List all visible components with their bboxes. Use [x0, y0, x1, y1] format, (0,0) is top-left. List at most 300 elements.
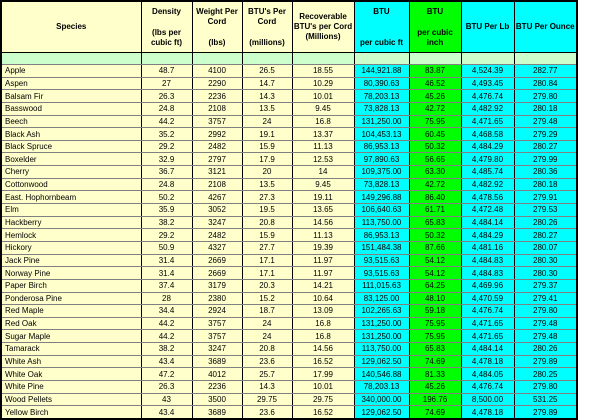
value-cell[interactable]: 106,640.63: [354, 204, 409, 217]
value-cell[interactable]: 75.95: [409, 115, 461, 128]
value-cell[interactable]: 3689: [192, 355, 242, 368]
species-cell[interactable]: Apple: [1, 65, 141, 78]
value-cell[interactable]: 44.2: [141, 330, 192, 343]
value-cell[interactable]: 531.25: [514, 393, 577, 406]
value-cell[interactable]: 47.2: [141, 368, 192, 381]
value-cell[interactable]: 4,471.65: [461, 115, 514, 128]
value-cell[interactable]: 131,250.00: [354, 317, 409, 330]
species-cell[interactable]: Cottonwood: [1, 178, 141, 191]
value-cell[interactable]: 29.75: [242, 393, 292, 406]
value-cell[interactable]: 26.5: [242, 65, 292, 78]
value-cell[interactable]: 2236: [192, 90, 242, 103]
value-cell[interactable]: 86.40: [409, 191, 461, 204]
column-header-btu-per-cubic-ft[interactable]: [354, 1, 409, 53]
value-cell[interactable]: 74.69: [409, 406, 461, 419]
species-cell[interactable]: Balsam Fir: [1, 90, 141, 103]
spacer-cell[interactable]: [192, 53, 242, 65]
value-cell[interactable]: 86,953.13: [354, 140, 409, 153]
value-cell[interactable]: 20.3: [242, 279, 292, 292]
value-cell[interactable]: 280.27: [514, 229, 577, 242]
species-cell[interactable]: Red Oak: [1, 317, 141, 330]
value-cell[interactable]: 45.26: [409, 381, 461, 394]
value-cell[interactable]: 4,469.96: [461, 279, 514, 292]
value-cell[interactable]: 81.33: [409, 368, 461, 381]
species-cell[interactable]: Aspen: [1, 77, 141, 90]
value-cell[interactable]: 279.48: [514, 317, 577, 330]
value-cell[interactable]: 4,482.92: [461, 178, 514, 191]
value-cell[interactable]: 3757: [192, 330, 242, 343]
table-row: [1, 292, 577, 305]
value-cell[interactable]: 4,481.16: [461, 241, 514, 254]
value-cell[interactable]: 80,390.63: [354, 77, 409, 90]
value-cell[interactable]: 4,470.59: [461, 292, 514, 305]
value-cell[interactable]: 4,468.58: [461, 128, 514, 141]
value-cell[interactable]: 279.80: [514, 381, 577, 394]
value-cell[interactable]: 14.56: [292, 216, 354, 229]
spacer-row: [1, 53, 577, 65]
species-cell[interactable]: East. Hophornbeam: [1, 191, 141, 204]
value-cell[interactable]: 13.5: [242, 178, 292, 191]
value-cell[interactable]: 56.65: [409, 153, 461, 166]
value-cell[interactable]: 38.2: [141, 216, 192, 229]
species-cell[interactable]: Beech: [1, 115, 141, 128]
value-cell[interactable]: 113,750.00: [354, 343, 409, 356]
column-header-density[interactable]: [141, 1, 192, 53]
value-cell[interactable]: 34.4: [141, 305, 192, 318]
value-cell[interactable]: 86,953.13: [354, 229, 409, 242]
value-cell[interactable]: 20.8: [242, 216, 292, 229]
value-cell[interactable]: 4,478.18: [461, 406, 514, 419]
value-cell[interactable]: 14.7: [242, 77, 292, 90]
value-cell[interactable]: 279.89: [514, 355, 577, 368]
value-cell[interactable]: 149,296.88: [354, 191, 409, 204]
value-cell[interactable]: 78,203.13: [354, 381, 409, 394]
species-cell[interactable]: Ponderosa Pine: [1, 292, 141, 305]
value-cell[interactable]: 17.99: [292, 368, 354, 381]
value-cell[interactable]: 26.3: [141, 381, 192, 394]
species-cell[interactable]: Black Spruce: [1, 140, 141, 153]
value-cell[interactable]: 104,453.13: [354, 128, 409, 141]
value-cell[interactable]: 2797: [192, 153, 242, 166]
table-row: [1, 128, 577, 141]
value-cell[interactable]: 4,471.65: [461, 330, 514, 343]
value-cell[interactable]: 65.83: [409, 343, 461, 356]
value-cell[interactable]: 4,476.74: [461, 381, 514, 394]
value-cell[interactable]: 4,478.18: [461, 355, 514, 368]
value-cell[interactable]: 111,015.63: [354, 279, 409, 292]
value-cell[interactable]: 3052: [192, 204, 242, 217]
table-row: [1, 317, 577, 330]
value-cell[interactable]: 45.26: [409, 90, 461, 103]
species-cell[interactable]: Hemlock: [1, 229, 141, 242]
value-cell[interactable]: 83.87: [409, 65, 461, 78]
value-cell[interactable]: 151,484.38: [354, 241, 409, 254]
value-cell[interactable]: 9.45: [292, 178, 354, 191]
value-cell[interactable]: 42.72: [409, 102, 461, 115]
value-cell[interactable]: 109,375.00: [354, 166, 409, 179]
value-cell[interactable]: 12.53: [292, 153, 354, 166]
value-cell[interactable]: 29.2: [141, 229, 192, 242]
value-cell[interactable]: 23.6: [242, 355, 292, 368]
table-row: [1, 191, 577, 204]
species-cell[interactable]: White Pine: [1, 381, 141, 394]
header-sublabel: per cubic ft: [359, 38, 404, 47]
value-cell[interactable]: 31.4: [141, 267, 192, 280]
species-cell[interactable]: Paper Birch: [1, 279, 141, 292]
table-row: [1, 381, 577, 394]
value-cell[interactable]: 19.11: [292, 191, 354, 204]
value-cell[interactable]: 24: [242, 115, 292, 128]
value-cell[interactable]: 2482: [192, 229, 242, 242]
value-cell[interactable]: 11.13: [292, 229, 354, 242]
value-cell[interactable]: 44.2: [141, 115, 192, 128]
value-cell[interactable]: 280.18: [514, 178, 577, 191]
value-cell[interactable]: 280.84: [514, 77, 577, 90]
header-sublabel: (lbs per cubic ft): [150, 28, 183, 47]
header-sublabel: (millions): [249, 38, 285, 47]
species-cell[interactable]: Elm: [1, 204, 141, 217]
value-cell[interactable]: 279.80: [514, 90, 577, 103]
value-cell[interactable]: 4,479.80: [461, 153, 514, 166]
value-cell[interactable]: 13.09: [292, 305, 354, 318]
value-cell[interactable]: 10.01: [292, 381, 354, 394]
value-cell[interactable]: 48.7: [141, 65, 192, 78]
value-cell[interactable]: 78,203.13: [354, 90, 409, 103]
value-cell[interactable]: 16.52: [292, 355, 354, 368]
value-cell[interactable]: 50.9: [141, 241, 192, 254]
value-cell[interactable]: 19.39: [292, 241, 354, 254]
value-cell[interactable]: 61.71: [409, 204, 461, 217]
value-cell[interactable]: 20: [242, 166, 292, 179]
header-label: BTU's Per Cord: [248, 7, 286, 26]
value-cell[interactable]: 3121: [192, 166, 242, 179]
value-cell[interactable]: 19.5: [242, 204, 292, 217]
value-cell[interactable]: 282.77: [514, 65, 577, 78]
value-cell[interactable]: 4,484.83: [461, 267, 514, 280]
value-cell[interactable]: 131,250.00: [354, 330, 409, 343]
value-cell[interactable]: 64.25: [409, 279, 461, 292]
value-cell[interactable]: 29.2: [141, 140, 192, 153]
spacer-cell[interactable]: [292, 53, 354, 65]
value-cell[interactable]: 4,484.14: [461, 216, 514, 229]
column-header-btu-per-cubic-inch[interactable]: [409, 1, 461, 53]
value-cell[interactable]: 4,472.48: [461, 204, 514, 217]
species-cell[interactable]: Sugar Maple: [1, 330, 141, 343]
value-cell[interactable]: 23.6: [242, 406, 292, 419]
header-label: BTU Per Ounce: [515, 22, 575, 31]
header-label: BTU: [373, 7, 390, 16]
value-cell[interactable]: 14.56: [292, 343, 354, 356]
value-cell[interactable]: 73,828.13: [354, 178, 409, 191]
table-row: [1, 355, 577, 368]
species-cell[interactable]: Black Ash: [1, 128, 141, 141]
column-header-weight-per-cord[interactable]: [192, 1, 242, 53]
value-cell[interactable]: 54.12: [409, 254, 461, 267]
value-cell[interactable]: 25.7: [242, 368, 292, 381]
value-cell[interactable]: 2108: [192, 102, 242, 115]
value-cell[interactable]: 35.9: [141, 204, 192, 217]
value-cell[interactable]: 3247: [192, 343, 242, 356]
value-cell[interactable]: 3179: [192, 279, 242, 292]
value-cell[interactable]: 59.18: [409, 305, 461, 318]
value-cell[interactable]: 140,546.88: [354, 368, 409, 381]
value-cell[interactable]: 279.29: [514, 128, 577, 141]
value-cell[interactable]: 16.52: [292, 406, 354, 419]
value-cell[interactable]: 24.8: [141, 102, 192, 115]
value-cell[interactable]: 75.95: [409, 317, 461, 330]
value-cell[interactable]: 280.26: [514, 343, 577, 356]
value-cell[interactable]: 279.99: [514, 153, 577, 166]
value-cell[interactable]: 102,265.63: [354, 305, 409, 318]
value-cell[interactable]: 87.66: [409, 241, 461, 254]
value-cell[interactable]: 17.1: [242, 254, 292, 267]
value-cell[interactable]: 27: [141, 77, 192, 90]
value-cell[interactable]: 4,482.92: [461, 102, 514, 115]
value-cell[interactable]: 74.69: [409, 355, 461, 368]
value-cell[interactable]: 43.4: [141, 406, 192, 419]
value-cell[interactable]: 18.55: [292, 65, 354, 78]
value-cell[interactable]: 24: [242, 330, 292, 343]
table-row: [1, 115, 577, 128]
value-cell[interactable]: 2669: [192, 254, 242, 267]
value-cell[interactable]: 14.3: [242, 381, 292, 394]
value-cell[interactable]: 50.2: [141, 191, 192, 204]
species-cell[interactable]: Basswood: [1, 102, 141, 115]
value-cell[interactable]: 43.4: [141, 355, 192, 368]
column-header-btu-per-lb[interactable]: [461, 1, 514, 53]
species-cell[interactable]: Red Maple: [1, 305, 141, 318]
value-cell[interactable]: 20.8: [242, 343, 292, 356]
value-cell[interactable]: 280.30: [514, 254, 577, 267]
value-cell[interactable]: 11.13: [292, 140, 354, 153]
value-cell[interactable]: 4,476.74: [461, 305, 514, 318]
value-cell[interactable]: 10.01: [292, 90, 354, 103]
value-cell[interactable]: 35.2: [141, 128, 192, 141]
value-cell[interactable]: 11.97: [292, 267, 354, 280]
value-cell[interactable]: 29.75: [292, 393, 354, 406]
value-cell[interactable]: 4,484.83: [461, 254, 514, 267]
column-header-recoverable-btus[interactable]: [292, 1, 354, 53]
value-cell[interactable]: 83,125.00: [354, 292, 409, 305]
value-cell[interactable]: 3689: [192, 406, 242, 419]
species-cell[interactable]: Tamarack: [1, 343, 141, 356]
value-cell[interactable]: 4,476.74: [461, 90, 514, 103]
value-cell[interactable]: 196.76: [409, 393, 461, 406]
value-cell[interactable]: 113,750.00: [354, 216, 409, 229]
value-cell[interactable]: 28: [141, 292, 192, 305]
value-cell[interactable]: 16.8: [292, 115, 354, 128]
value-cell[interactable]: 44.2: [141, 317, 192, 330]
value-cell[interactable]: 4,524.39: [461, 65, 514, 78]
value-cell[interactable]: 3757: [192, 115, 242, 128]
value-cell[interactable]: 37.4: [141, 279, 192, 292]
species-cell[interactable]: Cherry: [1, 166, 141, 179]
spacer-cell[interactable]: [514, 53, 577, 65]
value-cell[interactable]: 2380: [192, 292, 242, 305]
value-cell[interactable]: 280.36: [514, 166, 577, 179]
value-cell[interactable]: 31.4: [141, 254, 192, 267]
value-cell[interactable]: 4267: [192, 191, 242, 204]
value-cell[interactable]: 27.3: [242, 191, 292, 204]
column-header-btu-per-ounce[interactable]: [514, 1, 577, 53]
table-row: [1, 216, 577, 229]
value-cell[interactable]: 2992: [192, 128, 242, 141]
spacer-cell[interactable]: [141, 53, 192, 65]
value-cell[interactable]: 73,828.13: [354, 102, 409, 115]
table-header: [1, 1, 577, 65]
value-cell[interactable]: 4327: [192, 241, 242, 254]
value-cell[interactable]: 43: [141, 393, 192, 406]
value-cell[interactable]: 2924: [192, 305, 242, 318]
value-cell[interactable]: 280.25: [514, 368, 577, 381]
value-cell[interactable]: 16.8: [292, 330, 354, 343]
value-cell[interactable]: 4,484.29: [461, 140, 514, 153]
value-cell[interactable]: 2236: [192, 381, 242, 394]
value-cell[interactable]: 279.41: [514, 292, 577, 305]
value-cell[interactable]: 2290: [192, 77, 242, 90]
value-cell[interactable]: 4,484.14: [461, 343, 514, 356]
value-cell[interactable]: 46.52: [409, 77, 461, 90]
value-cell[interactable]: 280.30: [514, 267, 577, 280]
value-cell[interactable]: 280.18: [514, 102, 577, 115]
table-row: [1, 343, 577, 356]
value-cell[interactable]: 280.26: [514, 216, 577, 229]
value-cell[interactable]: 63.30: [409, 166, 461, 179]
value-cell[interactable]: 16.8: [292, 317, 354, 330]
value-cell[interactable]: 4012: [192, 368, 242, 381]
value-cell[interactable]: 279.91: [514, 191, 577, 204]
value-cell[interactable]: 13.65: [292, 204, 354, 217]
header-row: [1, 1, 577, 53]
value-cell[interactable]: 2482: [192, 140, 242, 153]
value-cell[interactable]: 19.1: [242, 128, 292, 141]
species-cell[interactable]: White Oak: [1, 368, 141, 381]
spacer-cell[interactable]: [354, 53, 409, 65]
value-cell[interactable]: 24: [242, 317, 292, 330]
value-cell[interactable]: 18.7: [242, 305, 292, 318]
value-cell[interactable]: 279.48: [514, 115, 577, 128]
value-cell[interactable]: 15.9: [242, 229, 292, 242]
value-cell[interactable]: 4,485.74: [461, 166, 514, 179]
table-row: [1, 305, 577, 318]
species-cell[interactable]: Norway Pine: [1, 267, 141, 280]
value-cell[interactable]: 14.3: [242, 90, 292, 103]
value-cell[interactable]: 10.29: [292, 77, 354, 90]
table-row: [1, 77, 577, 90]
value-cell[interactable]: 131,250.00: [354, 115, 409, 128]
value-cell[interactable]: 65.83: [409, 216, 461, 229]
value-cell[interactable]: 27.7: [242, 241, 292, 254]
value-cell[interactable]: 15.2: [242, 292, 292, 305]
table-row: [1, 254, 577, 267]
value-cell[interactable]: 48.10: [409, 292, 461, 305]
value-cell[interactable]: 11.97: [292, 254, 354, 267]
spacer-cell[interactable]: [461, 53, 514, 65]
species-cell[interactable]: Boxelder: [1, 153, 141, 166]
species-cell[interactable]: Yellow Birch: [1, 406, 141, 419]
header-label: Density: [152, 7, 181, 16]
spacer-cell[interactable]: [409, 53, 461, 65]
value-cell[interactable]: 38.2: [141, 343, 192, 356]
value-cell[interactable]: 279.80: [514, 305, 577, 318]
header-label: Recoverable BTU's per Cord (Millions): [293, 12, 353, 41]
value-cell[interactable]: 17.9: [242, 153, 292, 166]
value-cell[interactable]: 340,000.00: [354, 393, 409, 406]
value-cell[interactable]: 279.37: [514, 279, 577, 292]
value-cell[interactable]: 280.27: [514, 140, 577, 153]
table-row: [1, 204, 577, 217]
value-cell[interactable]: 14.21: [292, 279, 354, 292]
value-cell[interactable]: 10.64: [292, 292, 354, 305]
species-cell[interactable]: Hackberry: [1, 216, 141, 229]
column-header-btus-per-cord[interactable]: [242, 1, 292, 53]
value-cell[interactable]: 75.95: [409, 330, 461, 343]
value-cell[interactable]: 54.12: [409, 267, 461, 280]
value-cell[interactable]: 9.45: [292, 102, 354, 115]
value-cell[interactable]: 26.3: [141, 90, 192, 103]
species-cell[interactable]: Wood Pellets: [1, 393, 141, 406]
value-cell[interactable]: 3500: [192, 393, 242, 406]
value-cell[interactable]: 3247: [192, 216, 242, 229]
value-cell[interactable]: 15.9: [242, 140, 292, 153]
value-cell[interactable]: 36.7: [141, 166, 192, 179]
table-body: [1, 65, 577, 420]
value-cell[interactable]: 24.8: [141, 178, 192, 191]
value-cell[interactable]: 13.5: [242, 102, 292, 115]
value-cell[interactable]: 50.32: [409, 140, 461, 153]
value-cell[interactable]: 4,471.65: [461, 317, 514, 330]
species-cell[interactable]: Hickory: [1, 241, 141, 254]
value-cell[interactable]: 4,493.45: [461, 77, 514, 90]
value-cell[interactable]: 4,484.05: [461, 368, 514, 381]
value-cell[interactable]: 279.48: [514, 330, 577, 343]
value-cell[interactable]: 129,062.50: [354, 355, 409, 368]
value-cell[interactable]: 2108: [192, 178, 242, 191]
value-cell[interactable]: 2669: [192, 267, 242, 280]
header-label: BTU Per Lb: [465, 22, 510, 31]
value-cell[interactable]: 4,478.56: [461, 191, 514, 204]
column-header-species[interactable]: [1, 1, 141, 53]
value-cell[interactable]: 279.53: [514, 204, 577, 217]
spacer-cell[interactable]: [242, 53, 292, 65]
value-cell[interactable]: 4100: [192, 65, 242, 78]
value-cell[interactable]: 144,921.88: [354, 65, 409, 78]
value-cell[interactable]: 93,515.63: [354, 254, 409, 267]
table-row: [1, 279, 577, 292]
value-cell[interactable]: 42.72: [409, 178, 461, 191]
value-cell[interactable]: 93,515.63: [354, 267, 409, 280]
value-cell[interactable]: 50.32: [409, 229, 461, 242]
table-row: [1, 267, 577, 280]
species-cell[interactable]: White Ash: [1, 355, 141, 368]
value-cell[interactable]: 3757: [192, 317, 242, 330]
header-label: Weight Per Cord: [196, 7, 238, 26]
value-cell[interactable]: 13.37: [292, 128, 354, 141]
value-cell[interactable]: 97,890.63: [354, 153, 409, 166]
value-cell[interactable]: 280.07: [514, 241, 577, 254]
value-cell[interactable]: 32.9: [141, 153, 192, 166]
value-cell[interactable]: 129,062.50: [354, 406, 409, 419]
value-cell[interactable]: 4,484.29: [461, 229, 514, 242]
value-cell[interactable]: 8,500.00: [461, 393, 514, 406]
value-cell[interactable]: 17.1: [242, 267, 292, 280]
spacer-cell[interactable]: [1, 53, 141, 65]
value-cell[interactable]: 14: [292, 166, 354, 179]
value-cell[interactable]: 60.45: [409, 128, 461, 141]
species-cell[interactable]: Jack Pine: [1, 254, 141, 267]
value-cell[interactable]: 279.89: [514, 406, 577, 419]
header-label: BTU: [426, 7, 444, 16]
